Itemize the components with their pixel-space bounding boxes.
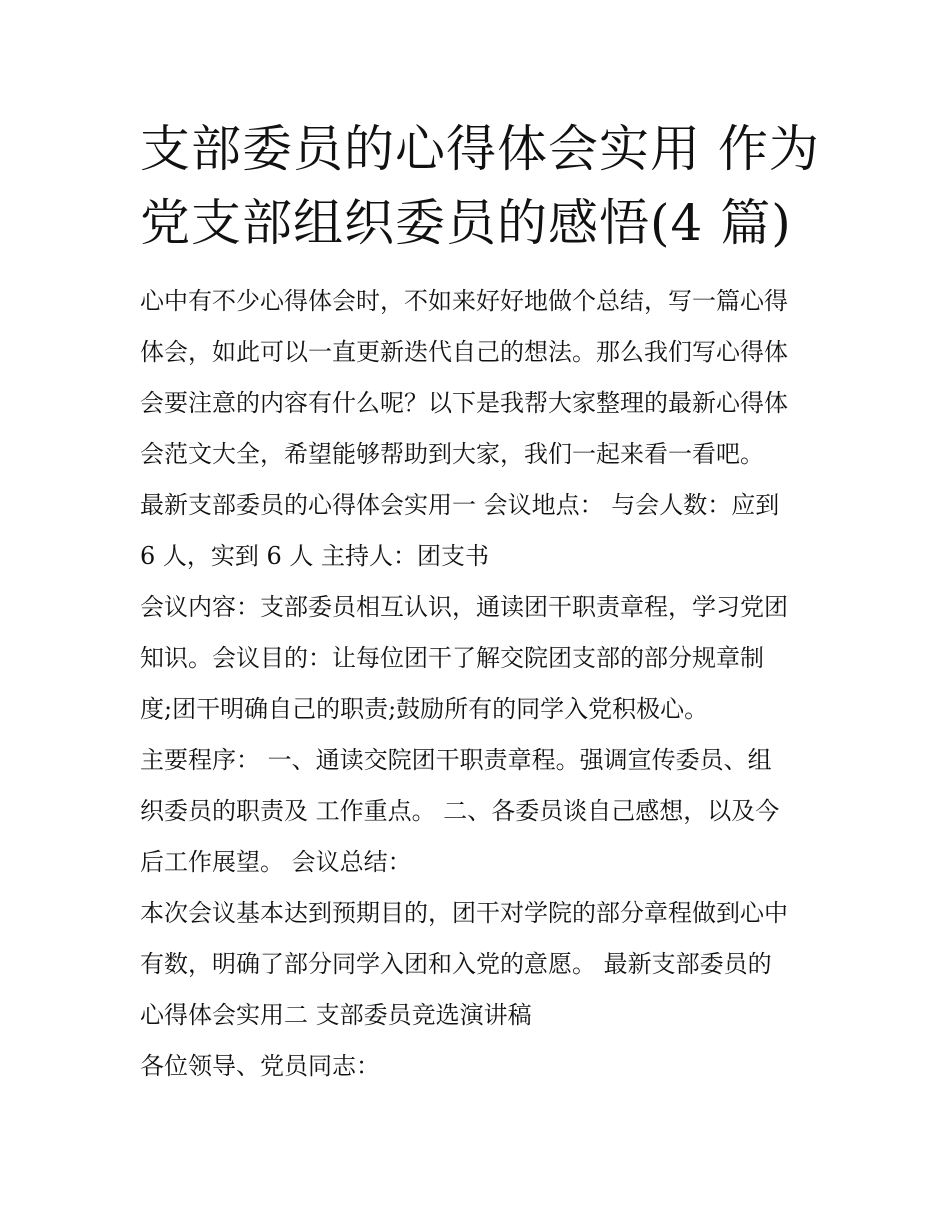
paragraph-intro [140,276,820,480]
document-body [140,276,820,1092]
paragraph-main-procedure [140,735,820,888]
paragraph-summary [140,888,820,1041]
text-line: 后工作展望。 会议总结： [140,848,412,876]
document-title [140,112,840,260]
paragraph-salutation [140,1041,820,1092]
text-line: 6 人，实到 6 人 主持人：团支书 [140,542,490,570]
text-line: 各位领导、党员同志： [140,1052,380,1080]
text-line: 度;团干明确自己的职责;鼓励所有的同学入党积极心。 [140,695,709,723]
text-line: 有数，明确了部分同学入团和入党的意愿。 最新支部委员的 [140,950,772,978]
text-line: 体会，如此可以一直更新迭代自己的想法。那么我们写心得体 [140,338,788,366]
text-line: 知识。会议目的：让每位团干了解交院团支部的部分规章制 [140,644,764,672]
text-line: 心中有不少心得体会时，不如来好好地做个总结，写一篇心得 [140,287,788,315]
text-line: 织委员的职责及 工作重点。 二、各委员谈自己感想，以及今 [140,797,780,825]
text-line: 心得体会实用二 支部委员竞选演讲稿 [140,1001,532,1029]
text-line: 会范文大全，希望能够帮助到大家，我们一起来看一看吧。 [140,440,764,468]
text-line: 会议内容：支部委员相互认识，通读团干职责章程，学习党团 [140,593,788,621]
title-line: 党支部组织委员的感悟(4 篇) [140,194,792,252]
text-line: 会要注意的内容有什么呢？以下是我帮大家整理的最新心得体 [140,389,788,417]
text-line: 本次会议基本达到预期目的，团干对学院的部分章程做到心中 [140,899,788,927]
title-line: 支部委员的心得体会实用 作为 [140,120,820,178]
text-line: 最新支部委员的心得体会实用一 会议地点： 与会人数：应到 [140,491,780,519]
paragraph-meeting-content [140,582,820,735]
paragraph-meeting-info [140,480,820,582]
text-line: 主要程序： 一、通读交院团干职责章程。强调宣传委员、组 [140,746,772,774]
